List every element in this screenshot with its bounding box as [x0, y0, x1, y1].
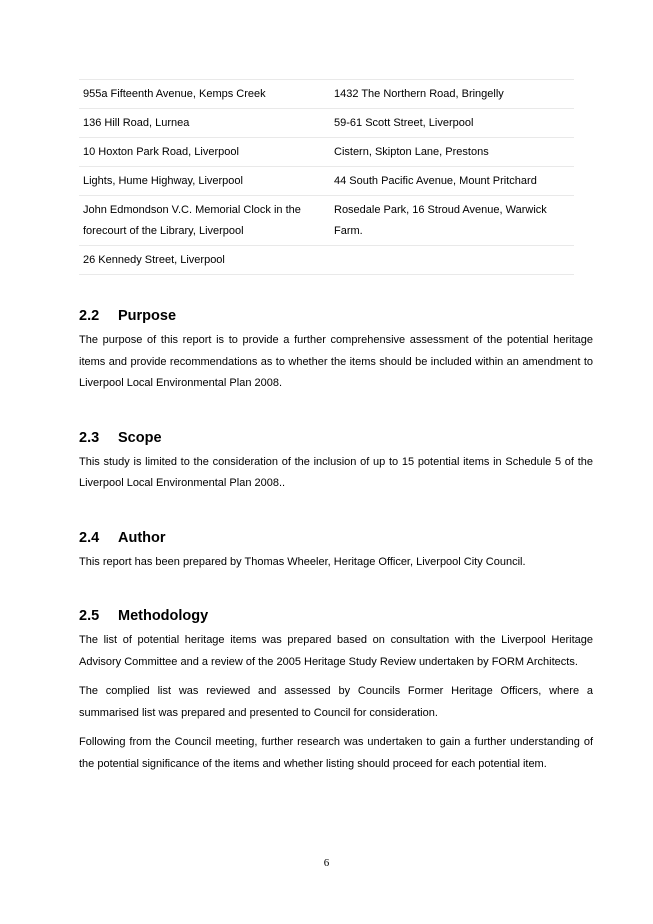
section-title: Author — [118, 529, 166, 546]
section-heading — [79, 607, 593, 626]
section-purpose — [79, 307, 593, 395]
table-row — [79, 196, 574, 246]
address-cell — [330, 246, 574, 275]
section-heading — [79, 429, 593, 448]
address-cell: 10 Hoxton Park Road, Liverpool — [79, 138, 330, 167]
paragraph: Following from the Council meeting, further research was undertaken to gain a further understanding of the potential significance of the items and whether listing should proceed for each potential item. — [79, 736, 593, 770]
address-table — [79, 79, 574, 275]
address-cell: Cistern, Skipton Lane, Prestons — [330, 138, 574, 167]
section-number: 2.2 — [79, 308, 100, 324]
address-cell: 955a Fifteenth Avenue, Kemps Creek — [79, 80, 330, 109]
address-cell: 26 Kennedy Street, Liverpool — [79, 246, 330, 275]
paragraph: This report has been prepared by Thomas Wheeler, Heritage Officer, Liverpool City Council. — [79, 555, 526, 568]
section-title: Purpose — [118, 308, 177, 324]
address-cell: Lights, Hume Highway, Liverpool — [79, 167, 330, 196]
table-row — [79, 80, 574, 109]
section-title: Methodology — [118, 608, 209, 624]
paragraph: The purpose of this report is to provide a further comprehensive assessment of the potential heritage items and provide recommendations as to whether the items should be included within an amendment to Liverpool Local Environmental Plan 2008. — [79, 334, 593, 389]
address-cell: John Edmondson V.C. Memorial Clock in the forecourt of the Library, Liverpool — [79, 196, 330, 246]
section-number: 2.5 — [79, 608, 100, 624]
address-cell: 44 South Pacific Avenue, Mount Pritchard — [330, 167, 574, 196]
document-page — [79, 79, 593, 783]
paragraph: This study is limited to the consideration of the inclusion of up to 15 potential items in Schedule 5 of the Liverpool Local Environmental Plan 2008.. — [79, 455, 593, 489]
address-cell: 1432 The Northern Road, Bringelly — [330, 80, 574, 109]
paragraph: The list of potential heritage items was prepared based on consultation with the Liverpool Heritage Advisory Committee and a review of the 2005 Heritage Study Review undertaken by FORM Architects. — [79, 634, 593, 668]
address-cell: Rosedale Park, 16 Stroud Avenue, Warwick Farm. — [330, 196, 574, 246]
table-row — [79, 138, 574, 167]
address-cell: 59-61 Scott Street, Liverpool — [330, 109, 574, 138]
address-cell: 136 Hill Road, Lurnea — [79, 109, 330, 138]
section-number: 2.3 — [79, 429, 100, 446]
section-methodology — [79, 607, 593, 775]
table-row — [79, 109, 574, 138]
section-scope — [79, 429, 593, 495]
section-heading — [79, 307, 593, 326]
section-title: Scope — [118, 429, 162, 446]
page-number: 6 — [323, 857, 330, 869]
sections-container — [79, 307, 593, 775]
section-number: 2.4 — [79, 529, 100, 546]
section-heading — [79, 529, 593, 548]
table-row — [79, 167, 574, 196]
paragraph: The complied list was reviewed and assessed by Councils Former Heritage Officers, where a summarised list was prepared and presented to Council for consideration. — [79, 685, 593, 719]
table-row — [79, 246, 574, 275]
section-author — [79, 529, 593, 574]
